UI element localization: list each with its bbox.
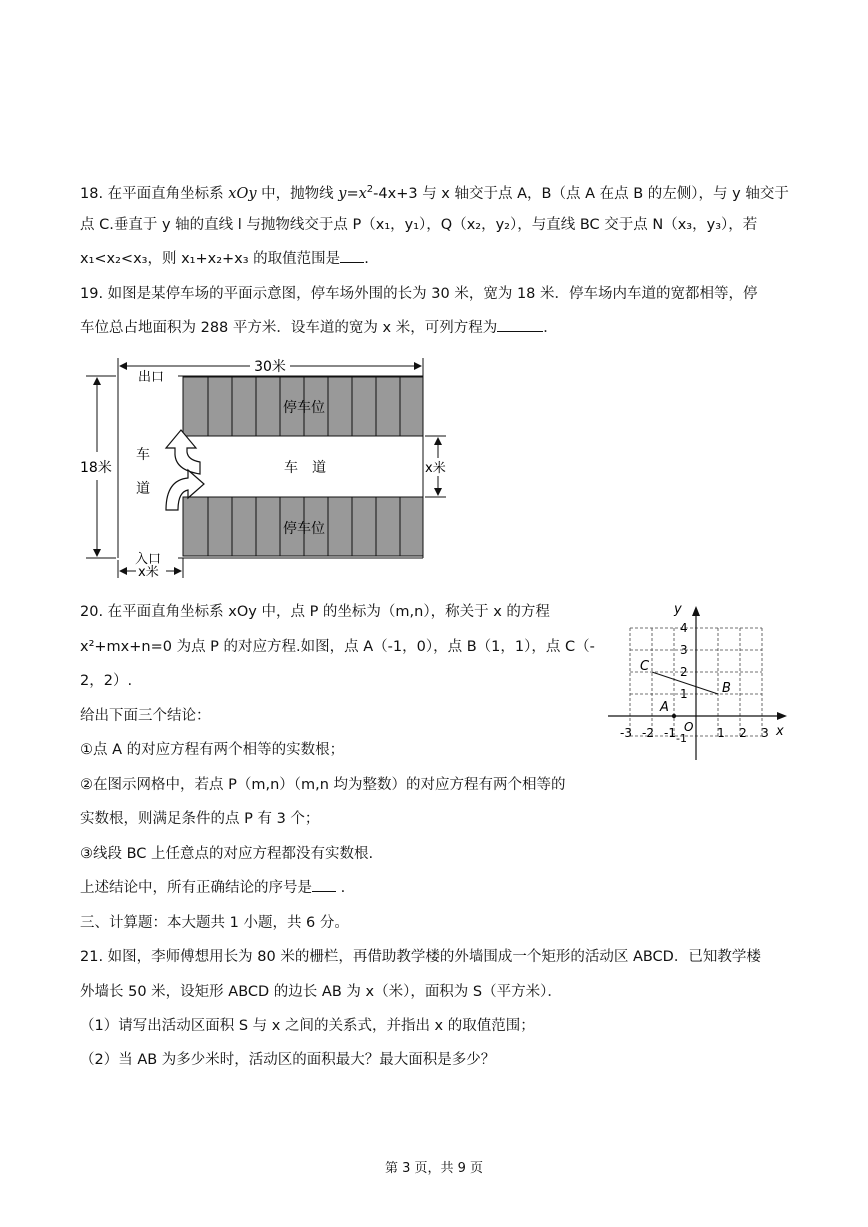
y-axis-label: y <box>674 602 682 617</box>
q21-line1: 21. 如图，李师傅想用长为 80 米的栅栏，再借助教学楼的外墙围成一个矩形的活动区 ABCD．已知教学楼 <box>80 949 761 965</box>
length-label: 30米 <box>254 359 286 375</box>
y-axis-arrow-icon <box>692 606 700 616</box>
origin-label: O <box>684 720 694 734</box>
q20-line7: 实数根，则满足条件的点 P 有 3 个； <box>80 811 320 827</box>
parking-lot-figure <box>78 352 458 584</box>
parking-stalls-bottom <box>183 497 423 556</box>
x-tick-neg2: -2 <box>642 726 654 740</box>
q18-line2: 点 C.垂直于 y 轴的直线 l 与抛物线交于点 P（x₁，y₁），Q（x₂，y₂），与直线 BC 交于点 N（x₃，y₃），若 <box>80 217 758 233</box>
parking-stalls-top <box>183 377 423 436</box>
x-axis-arrow-icon <box>777 712 787 720</box>
x-tick-neg3: -3 <box>620 726 632 740</box>
x-tick-3: 3 <box>761 726 769 740</box>
point-a <box>672 714 676 718</box>
q20-line1: 20. 在平面直角坐标系 xOy 中，点 P 的坐标为（m,n），称关于 x 的方程 <box>80 604 550 620</box>
x-tick-1: 1 <box>717 726 725 740</box>
q19-line2: 车位总占地面积为 288 平方米．设车道的宽为 x 米，可列方程为 ． <box>80 320 558 336</box>
lane-label: 车 道 <box>284 460 326 476</box>
q20-line8: ③线段 BC 上任意点的对应方程都没有实数根. <box>80 846 374 862</box>
parking-label-bottom: 停车位 <box>283 521 325 537</box>
q20-line5: ①点 A 的对应方程有两个相等的实数根； <box>80 742 345 758</box>
point-a-label: A <box>660 700 669 715</box>
point-c-label: C <box>640 659 650 674</box>
lane-vertical-1: 车 <box>136 447 150 463</box>
x-axis-label: x <box>776 724 784 739</box>
q20-line6: ②在图示网格中，若点 P（m,n）（m,n 均为整数）的对应方程有两个相等的 <box>80 777 566 793</box>
width-label: 18米 <box>80 460 112 476</box>
q20-line9: 上述结论中，所有正确结论的序号是 . <box>80 880 346 896</box>
y-tick-2: 2 <box>680 665 688 679</box>
exit-label: 出口 <box>138 370 165 385</box>
curved-arrow-up-icon <box>166 430 200 474</box>
page-footer: 第 3 页，共 9 页 <box>384 1161 484 1176</box>
q19-line1: 19. 如图是某停车场的平面示意图，停车场外围的长为 30 米，宽为 18 米．停车场内车道的宽都相等，停 <box>80 286 758 302</box>
coordinate-grid-figure <box>604 600 794 765</box>
y-tick-1: 1 <box>680 687 688 701</box>
y-tick-3: 3 <box>680 643 688 657</box>
x-tick-2: 2 <box>739 726 747 740</box>
q21-line2: 外墙长 50 米，设矩形 ABCD 的边长 AB 为 x（米），面积为 S（平方米）． <box>80 984 562 1000</box>
q18-line1: 18. 在平面直角坐标系 xOy 中，抛物线 $y=x^2-4x+3$ 与 x 轴交于点 A，B（点 A 在点 B 的左侧），与 y 轴交于 <box>80 184 789 202</box>
lane-vertical-2: 道 <box>136 481 150 497</box>
lane-width-label: x米 <box>425 461 446 476</box>
q21-part1: （1）请写出活动区面积 S 与 x 之间的关系式，并指出 x 的取值范围； <box>80 1018 535 1034</box>
y-tick-neg1: -1 <box>676 732 687 745</box>
x-tick-neg1: -1 <box>664 726 676 740</box>
y-tick-4: 4 <box>680 621 688 635</box>
q20-line3: 2，2）. <box>80 673 133 689</box>
entry-width-label: x米 <box>138 565 159 580</box>
point-b-label: B <box>722 681 731 696</box>
entrance-label: 入口 <box>135 552 162 567</box>
q20-line4: 给出下面三个结论： <box>80 708 211 724</box>
q18-line3: x₁<x₂<x₃，则 x₁+x₂+x₃ 的取值范围是 . <box>80 251 369 267</box>
section-3-heading: 三、计算题：本大题共 1 小题，共 6 分。 <box>80 915 349 931</box>
q21-part2: （2）当 AB 为多少米时，活动区的面积最大？最大面积是多少？ <box>80 1052 496 1068</box>
q20-line2: x²+mx+n=0 为点 P 的对应方程.如图，点 A（-1，0），点 B（1，1），点 C（- <box>80 639 595 655</box>
parking-label-top: 停车位 <box>283 400 325 416</box>
